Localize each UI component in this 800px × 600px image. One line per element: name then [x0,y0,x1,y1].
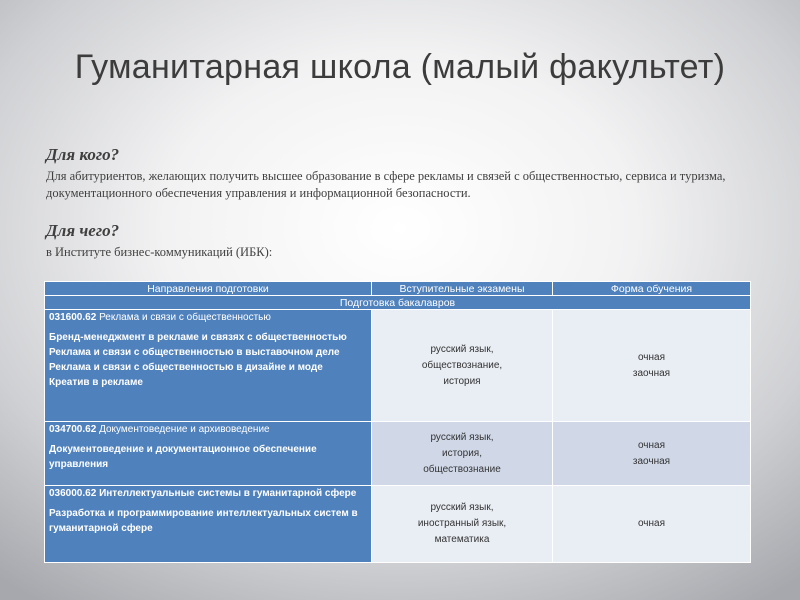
direction-code: 034700.62 [49,424,97,435]
direction-name: Реклама и связи с общественностью [99,312,271,323]
table-row [45,486,751,563]
column-header-exams: Вступительные экзамены [372,282,553,296]
study-form-cell [553,486,751,563]
profile-item: Документоведение и документационное обеспечение управления [49,444,317,470]
direction-cell [45,310,372,422]
exam-item: история [443,375,481,387]
table-row [45,422,751,486]
column-header-study-form: Форма обучения [553,282,751,296]
for-what-heading: Для чего? [46,221,120,240]
study-form-item: заочная [632,455,671,467]
exam-item: русский язык, [430,343,494,355]
exam-item: обществознание [423,463,501,475]
for-whom-text: Для абитуриентов, желающих получить высшее образование в сфере рекламы и связей с общественностью, сервиса и туризма, документационного обеспечения управления и информационной безопасности. [46,169,726,200]
for-what-text: в Институте бизнес-коммуникаций (ИБК): [46,245,273,259]
exam-item: математика [434,534,490,545]
exam-item: русский язык, [430,502,494,513]
exam-item: история, [442,447,482,459]
direction-code: 031600.62 [49,312,97,323]
direction-cell [45,486,372,563]
table-row [45,310,751,422]
direction-cell [45,422,372,486]
bachelor-subheader: Подготовка бакалавров [45,296,751,310]
profile-item: Разработка и программирование интеллектуальных систем в гуманитарной сфере [49,508,358,534]
study-form-item: очная [637,351,666,363]
page-title: Гуманитарная школа (малый факультет) [74,48,726,86]
exam-item: иностранный язык, [417,518,507,529]
table-subheader-row [45,296,751,310]
exams-cell [372,422,553,486]
profile-item: Реклама и связи с общественностью в выставочном деле [49,347,340,358]
table-header-row [45,282,751,296]
study-form-item: очная [637,439,666,451]
exams-cell [372,310,553,422]
column-header-directions: Направления подготовки [45,282,372,296]
for-whom-heading: Для кого? [46,145,120,164]
profile-item: Бренд-менеджмент в рекламе и связях с общественностью [49,332,347,343]
exams-cell [372,486,553,563]
exam-item: русский язык, [430,431,494,443]
study-form-item: очная [637,518,666,529]
study-form-item: заочная [632,367,671,379]
profile-item: Креатив в рекламе [49,377,143,388]
direction-code: 036000.62 [49,488,97,499]
study-form-cell [553,422,751,486]
direction-name: Интеллектуальные системы в гуманитарной сфере [99,488,357,499]
profile-item: Реклама и связи с общественностью в дизайне и моде [49,362,323,373]
exam-item: обществознание, [421,359,503,371]
study-form-cell [553,310,751,422]
programs-table [44,281,751,563]
direction-name: Документоведение и архивоведение [99,424,270,435]
